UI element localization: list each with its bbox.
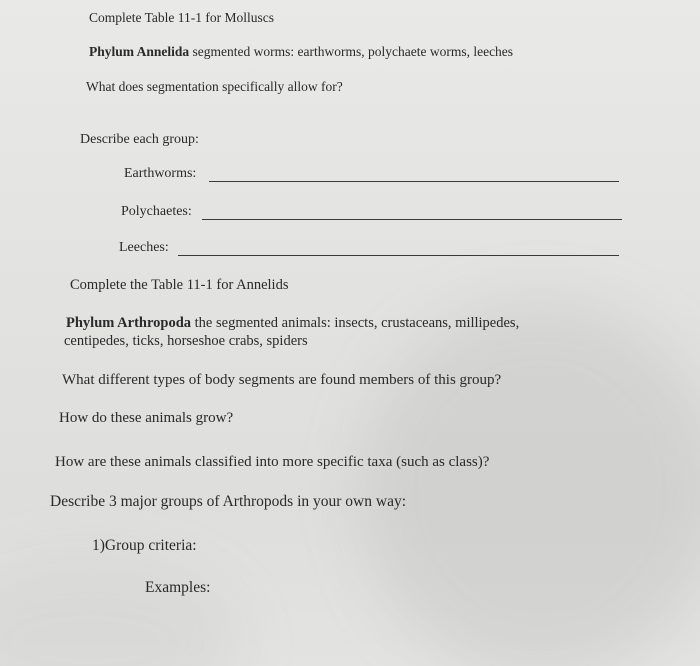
annelida-heading <box>89 45 513 59</box>
annelida-description: segmented worms: earthworms, polychaete worms, leeches <box>192 44 514 59</box>
arthropoda-description-line1: the segmented animals: insects, crustaceans, millipedes, <box>194 315 520 331</box>
arthropoda-phylum-name: Phylum Arthropoda <box>66 315 192 331</box>
arthropod-groups-prompt: Describe 3 major groups of Arthropods in your own way: <box>50 493 407 510</box>
describe-each-group-prompt: Describe each group: <box>80 132 199 147</box>
examples-label: Examples: <box>145 579 211 596</box>
classification-question: How are these animals classified into more specific taxa (such as class)? <box>55 454 490 470</box>
leeches-answer-blank[interactable] <box>178 255 619 256</box>
growth-question: How do these animals grow? <box>59 410 234 426</box>
mollusc-table-instruction: Complete Table 11-1 for Molluscs <box>89 10 275 25</box>
leeches-label: Leeches: <box>119 240 169 255</box>
annelid-table-instruction: Complete the Table 11-1 for Annelids <box>70 277 289 293</box>
arthropoda-heading <box>66 316 519 331</box>
annelida-phylum-name: Phylum Annelida <box>89 44 190 59</box>
earthworms-label: Earthworms: <box>124 166 197 181</box>
polychaetes-label: Polychaetes: <box>121 204 192 219</box>
body-segments-question: What different types of body segments are found members of this group? <box>62 372 502 388</box>
polychaetes-answer-blank[interactable] <box>202 219 622 220</box>
segmentation-question: What does segmentation specifically allow for? <box>86 79 343 94</box>
earthworms-answer-blank[interactable] <box>209 181 619 182</box>
paper-shadow <box>0 560 240 666</box>
group-criteria-label: 1)Group criteria: <box>92 537 197 554</box>
arthropoda-description-line2: centipedes, ticks, horseshoe crabs, spiders <box>64 333 308 349</box>
paper-shadow <box>360 300 700 666</box>
